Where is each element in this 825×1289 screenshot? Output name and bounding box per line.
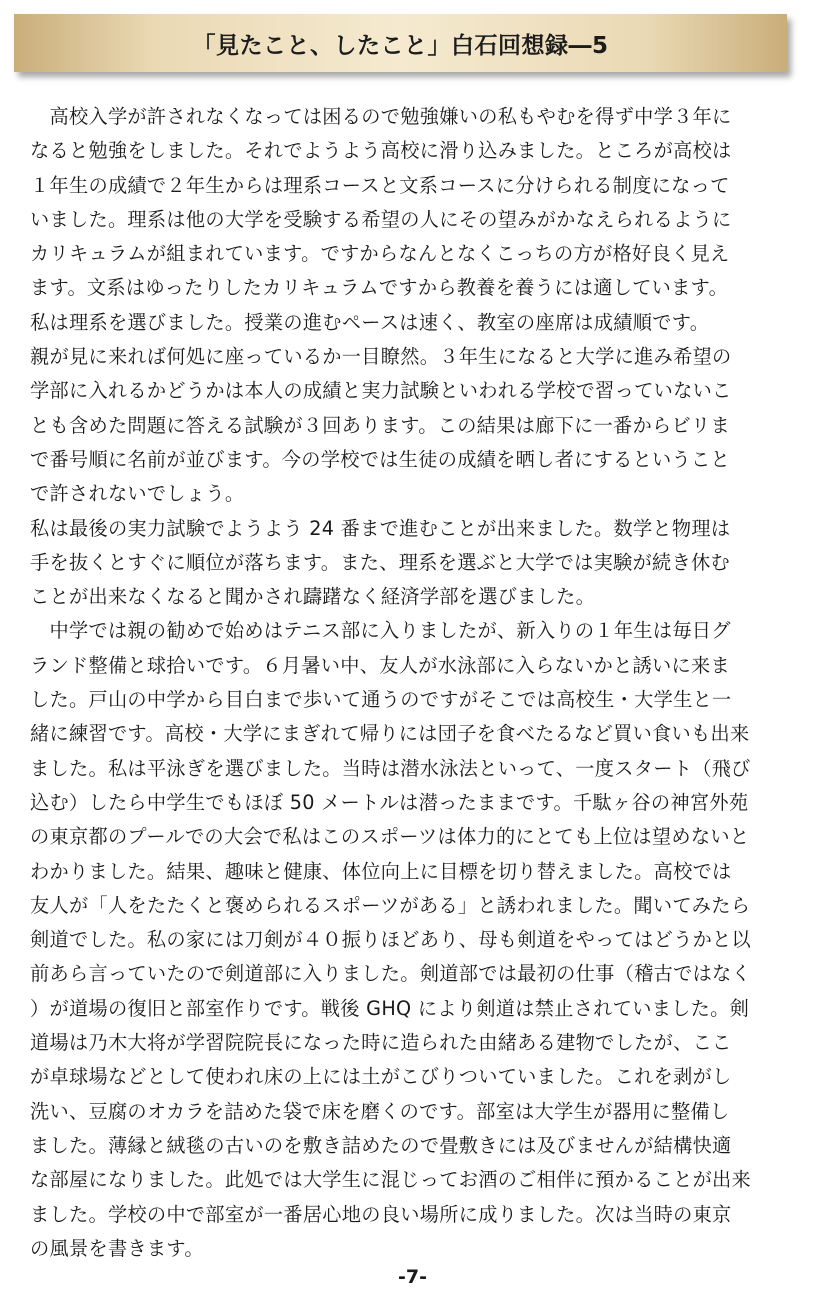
page-title: 「見たこと、したこと」白石回想録―5 [192, 32, 609, 59]
text-line: ます。文系はゆったりしたカリキュラムですから教養を養うには適しています。 [30, 276, 729, 300]
text-line: の風景を書きます。 [30, 1236, 204, 1260]
text-line: 道場は乃木大将が学習院院長になった時に造られた由緒ある建物でしたが、ここ [30, 1031, 732, 1055]
text-line: した。戸山の中学から目白まで歩いて通うのですがそこでは高校生・大学生と一 [30, 688, 732, 712]
text-line: 込む）したら中学生でもほぼ 50 メートルは潜ったままです。千駄ヶ谷の神宮外苑 [30, 790, 749, 814]
title-banner [14, 14, 787, 72]
text-line: 前あら言っていたので剣道部に入りました。剣道部では最初の仕事（稽古ではなく [30, 962, 752, 986]
article-body [30, 100, 800, 1266]
text-line: ）が道場の復旧と部室作りです。戦後 GHQ により剣道は禁止されていました。剣 [30, 996, 750, 1020]
text-line: 親が見に来れば何処に座っているか一目瞭然。３年生になると大学に進み希望の [30, 345, 732, 369]
text-line: な部屋になりました。此処では大学生に混じってお酒のご相伴に預かることが出来 [30, 1168, 752, 1192]
text-line: 緒に練習です。高校・大学にまぎれて帰りには団子を食べたるなど買い食いも出来 [30, 722, 750, 746]
text-line: で番号順に名前が並びます。今の学校では生徒の成績を晒し者にするということ [30, 447, 731, 471]
text-line: ことが出来なくなると聞かされ躊躇なく経済学部を選びました。 [30, 585, 596, 609]
text-line: が卓球場などとして使われ床の上には土がこびりついていました。これを剥がし [30, 1065, 732, 1089]
text-line: ました。薄縁と絨毯の古いのを敷き詰めたので畳敷きには及びませんが結構快適 [30, 1133, 732, 1157]
text-line: 私は最後の実力試験でようよう 24 番まで進むことが出来ました。数学と物理は [30, 516, 731, 540]
text-line: ました。学校の中で部室が一番居心地の良い場所に成りました。次は当時の東京 [30, 1202, 732, 1226]
text-line: 中学では親の勧めで始めはテニス部に入りましたが、新入りの１年生は毎日グ [30, 619, 731, 643]
text-line: いました。理系は他の大学を受験する希望の人にその望みがかなえられるように [30, 207, 732, 231]
text-line: とも含めた問題に答える試験が３回あります。この結果は廊下に一番からビリま [30, 413, 731, 437]
text-line: 学部に入れるかどうかは本人の成績と実力試験といわれる学校で習っていないこ [30, 379, 732, 403]
text-line: で許されないでしょう。 [30, 482, 245, 506]
text-line: 手を抜くとすぐに順位が落ちます。また、理系を選ぶと大学では実験が続き休む [30, 550, 731, 574]
text-line: わかりました。結果、趣味と健康、体位向上に目標を切り替えました。高校では [30, 859, 732, 883]
text-line: ました。私は平泳ぎを選びました。当時は潜水泳法といって、一度スタート（飛び [30, 756, 751, 780]
text-line: 友人が「人をたたくと褒められるスポーツがある」と誘われました。聞いてみたら [30, 893, 751, 917]
text-line: １年生の成績で２年生からは理系コースと文系コースに分けられる制度になって [30, 173, 730, 197]
text-line: の東京都のプールでの大会で私はこのスポーツは体力的にとても上位は望めないと [30, 825, 750, 849]
page-number: -7- [398, 1266, 427, 1288]
text-line: 剣道でした。私の家には刀剣が４０振りほどあり、母も剣道をやってはどうかと以 [30, 928, 752, 952]
text-line: 高校入学が許されなくなっては困るので勉強嫌いの私もやむを得ず中学３年に [30, 105, 732, 128]
text-line: ランド整備と球拾いです。６月暑い中、友人が水泳部に入らないかと誘いに来ま [30, 653, 731, 677]
text-line: 洗い、豆腐のオカラを詰めた袋で床を磨くのです。部室は大学生が器用に整備し [30, 1099, 730, 1123]
text-line: なると勉強をしました。それでようよう高校に滑り込みました。ところが高校は [30, 139, 732, 163]
text-line: 私は理系を選びました。授業の進むペースは速く、教室の座席は成績順です。 [30, 310, 710, 334]
text-line: カリキュラムが組まれています。ですからなんとなくこっちの方が格好良く見え [30, 242, 730, 266]
